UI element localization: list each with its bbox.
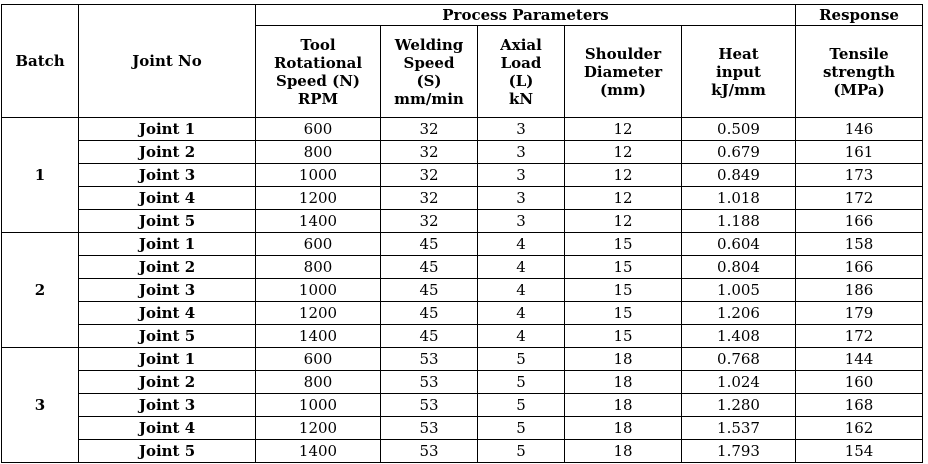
shoulder-diameter-cell: 15 — [565, 256, 682, 279]
batch-header: Batch — [2, 5, 79, 118]
tensile-strength-cell: 146 — [796, 118, 923, 141]
joint-cell: Joint 1 — [79, 348, 256, 371]
table-body — [2, 118, 923, 463]
shoulder-diameter-cell: 15 — [565, 233, 682, 256]
table-row — [2, 210, 923, 233]
header-line: Load — [500, 53, 542, 72]
header-line: Speed — [403, 53, 455, 72]
table-row — [2, 233, 923, 256]
axial-load-cell: 3 — [478, 187, 565, 210]
shoulder-diameter-cell: 12 — [565, 164, 682, 187]
batch-cell: 2 — [2, 233, 79, 348]
shoulder-diameter-cell: 12 — [565, 141, 682, 164]
joint-cell: Joint 3 — [79, 279, 256, 302]
process-parameters-header: Process Parameters — [256, 5, 796, 26]
header-line: Tensile — [829, 44, 889, 63]
joint-cell: Joint 2 — [79, 141, 256, 164]
header-line: Tool — [300, 35, 336, 54]
welding-speed-cell: 45 — [381, 325, 478, 348]
heat-input-cell: 1.793 — [682, 440, 796, 463]
heat-input-cell: 1.018 — [682, 187, 796, 210]
shoulder-diameter-cell: 18 — [565, 417, 682, 440]
axial-load-cell: 3 — [478, 164, 565, 187]
shoulder-diameter-cell: 18 — [565, 348, 682, 371]
tensile-strength-cell: 172 — [796, 325, 923, 348]
tool-speed-cell: 600 — [256, 118, 381, 141]
heat-input-cell: 1.280 — [682, 394, 796, 417]
tensile-strength-cell: 161 — [796, 141, 923, 164]
tool-speed-cell: 1000 — [256, 394, 381, 417]
welding-speed-cell: 53 — [381, 348, 478, 371]
tensile-strength-cell: 173 — [796, 164, 923, 187]
tool-speed-header — [256, 26, 381, 118]
joint-cell: Joint 5 — [79, 440, 256, 463]
tool-speed-cell: 1000 — [256, 164, 381, 187]
heat-input-header — [682, 26, 796, 118]
header-line: (L) — [508, 71, 534, 90]
tensile-strength-cell: 186 — [796, 279, 923, 302]
heat-input-cell: 0.768 — [682, 348, 796, 371]
joint-cell: Joint 4 — [79, 417, 256, 440]
header-line: kN — [508, 89, 534, 108]
header-line: (S) — [416, 71, 442, 90]
tensile-strength-cell: 154 — [796, 440, 923, 463]
tool-speed-cell: 600 — [256, 233, 381, 256]
welding-speed-cell: 32 — [381, 187, 478, 210]
heat-input-cell: 1.206 — [682, 302, 796, 325]
welding-speed-cell: 45 — [381, 279, 478, 302]
heat-input-cell: 1.024 — [682, 371, 796, 394]
axial-load-cell: 3 — [478, 210, 565, 233]
heat-input-cell: 1.188 — [682, 210, 796, 233]
header-line: Welding — [394, 35, 464, 54]
axial-load-cell: 3 — [478, 141, 565, 164]
axial-load-cell: 5 — [478, 440, 565, 463]
tensile-strength-cell: 158 — [796, 233, 923, 256]
batch-cell: 1 — [2, 118, 79, 233]
welding-speed-cell: 32 — [381, 141, 478, 164]
header-line: (MPa) — [833, 80, 885, 99]
table-row — [2, 325, 923, 348]
table-row — [2, 164, 923, 187]
joint-cell: Joint 1 — [79, 233, 256, 256]
welding-speed-cell: 32 — [381, 118, 478, 141]
tensile-strength-cell: 179 — [796, 302, 923, 325]
heat-input-cell: 0.604 — [682, 233, 796, 256]
tool-speed-cell: 1200 — [256, 187, 381, 210]
joint-cell: Joint 2 — [79, 256, 256, 279]
tool-speed-cell: 1200 — [256, 417, 381, 440]
tool-speed-cell: 800 — [256, 371, 381, 394]
tool-speed-cell: 600 — [256, 348, 381, 371]
joint-no-header: Joint No — [79, 5, 256, 118]
tensile-strength-cell: 166 — [796, 210, 923, 233]
header-line: mm/min — [394, 89, 464, 108]
joint-cell: Joint 5 — [79, 210, 256, 233]
axial-load-cell: 5 — [478, 348, 565, 371]
shoulder-diameter-cell: 18 — [565, 440, 682, 463]
axial-load-cell: 4 — [478, 302, 565, 325]
header-line: Speed (N) — [275, 71, 361, 90]
table-row — [2, 371, 923, 394]
heat-input-cell: 0.804 — [682, 256, 796, 279]
axial-load-cell: 5 — [478, 394, 565, 417]
tool-speed-cell: 1400 — [256, 325, 381, 348]
shoulder-diameter-cell: 15 — [565, 279, 682, 302]
welding-speed-cell: 45 — [381, 233, 478, 256]
joint-cell: Joint 4 — [79, 302, 256, 325]
joint-cell: Joint 3 — [79, 164, 256, 187]
response-header: Response — [796, 5, 923, 26]
heat-input-cell: 0.509 — [682, 118, 796, 141]
process-parameters-table — [1, 4, 923, 463]
shoulder-diameter-header — [565, 26, 682, 118]
header-line: Axial — [500, 35, 542, 54]
welding-speed-cell: 53 — [381, 440, 478, 463]
axial-load-cell: 5 — [478, 371, 565, 394]
tensile-strength-cell: 168 — [796, 394, 923, 417]
joint-cell: Joint 5 — [79, 325, 256, 348]
axial-load-cell: 3 — [478, 118, 565, 141]
joint-cell: Joint 1 — [79, 118, 256, 141]
welding-speed-cell: 32 — [381, 164, 478, 187]
table-row — [2, 348, 923, 371]
heat-input-cell: 1.408 — [682, 325, 796, 348]
welding-speed-header — [381, 26, 478, 118]
table-row — [2, 302, 923, 325]
shoulder-diameter-cell: 12 — [565, 210, 682, 233]
joint-cell: Joint 4 — [79, 187, 256, 210]
header-line: Heat — [718, 44, 759, 63]
table-row — [2, 141, 923, 164]
axial-load-cell: 5 — [478, 417, 565, 440]
header-line: kJ/mm — [711, 80, 766, 99]
table-row — [2, 440, 923, 463]
table-row — [2, 417, 923, 440]
tool-speed-cell: 800 — [256, 141, 381, 164]
table-row — [2, 256, 923, 279]
welding-speed-cell: 53 — [381, 394, 478, 417]
header-line: input — [716, 62, 761, 81]
tensile-strength-cell: 172 — [796, 187, 923, 210]
joint-cell: Joint 3 — [79, 394, 256, 417]
welding-speed-cell: 53 — [381, 417, 478, 440]
tensile-strength-cell: 160 — [796, 371, 923, 394]
table-row — [2, 118, 923, 141]
table-row — [2, 187, 923, 210]
shoulder-diameter-cell: 18 — [565, 394, 682, 417]
shoulder-diameter-cell: 12 — [565, 187, 682, 210]
tool-speed-cell: 1400 — [256, 210, 381, 233]
header-line: Shoulder — [584, 44, 662, 63]
header-line: RPM — [297, 89, 339, 108]
tensile-strength-cell: 144 — [796, 348, 923, 371]
heat-input-cell: 0.849 — [682, 164, 796, 187]
header-line: strength — [822, 62, 896, 81]
joint-cell: Joint 2 — [79, 371, 256, 394]
header-line: Diameter — [583, 62, 663, 81]
shoulder-diameter-cell: 18 — [565, 371, 682, 394]
axial-load-cell: 4 — [478, 256, 565, 279]
tool-speed-cell: 1400 — [256, 440, 381, 463]
welding-speed-cell: 53 — [381, 371, 478, 394]
axial-load-header — [478, 26, 565, 118]
shoulder-diameter-cell: 15 — [565, 325, 682, 348]
tool-speed-cell: 800 — [256, 256, 381, 279]
tool-speed-cell: 1000 — [256, 279, 381, 302]
heat-input-cell: 1.537 — [682, 417, 796, 440]
shoulder-diameter-cell: 12 — [565, 118, 682, 141]
tensile-strength-cell: 162 — [796, 417, 923, 440]
tensile-strength-header — [796, 26, 923, 118]
tensile-strength-cell: 166 — [796, 256, 923, 279]
welding-speed-cell: 45 — [381, 302, 478, 325]
axial-load-cell: 4 — [478, 233, 565, 256]
table-row — [2, 394, 923, 417]
shoulder-diameter-cell: 15 — [565, 302, 682, 325]
heat-input-cell: 0.679 — [682, 141, 796, 164]
welding-speed-cell: 32 — [381, 210, 478, 233]
table-row — [2, 279, 923, 302]
axial-load-cell: 4 — [478, 325, 565, 348]
tool-speed-cell: 1200 — [256, 302, 381, 325]
axial-load-cell: 4 — [478, 279, 565, 302]
header-line: (mm) — [600, 80, 646, 99]
batch-cell: 3 — [2, 348, 79, 463]
welding-speed-cell: 45 — [381, 256, 478, 279]
heat-input-cell: 1.005 — [682, 279, 796, 302]
header-line: Rotational — [273, 53, 363, 72]
